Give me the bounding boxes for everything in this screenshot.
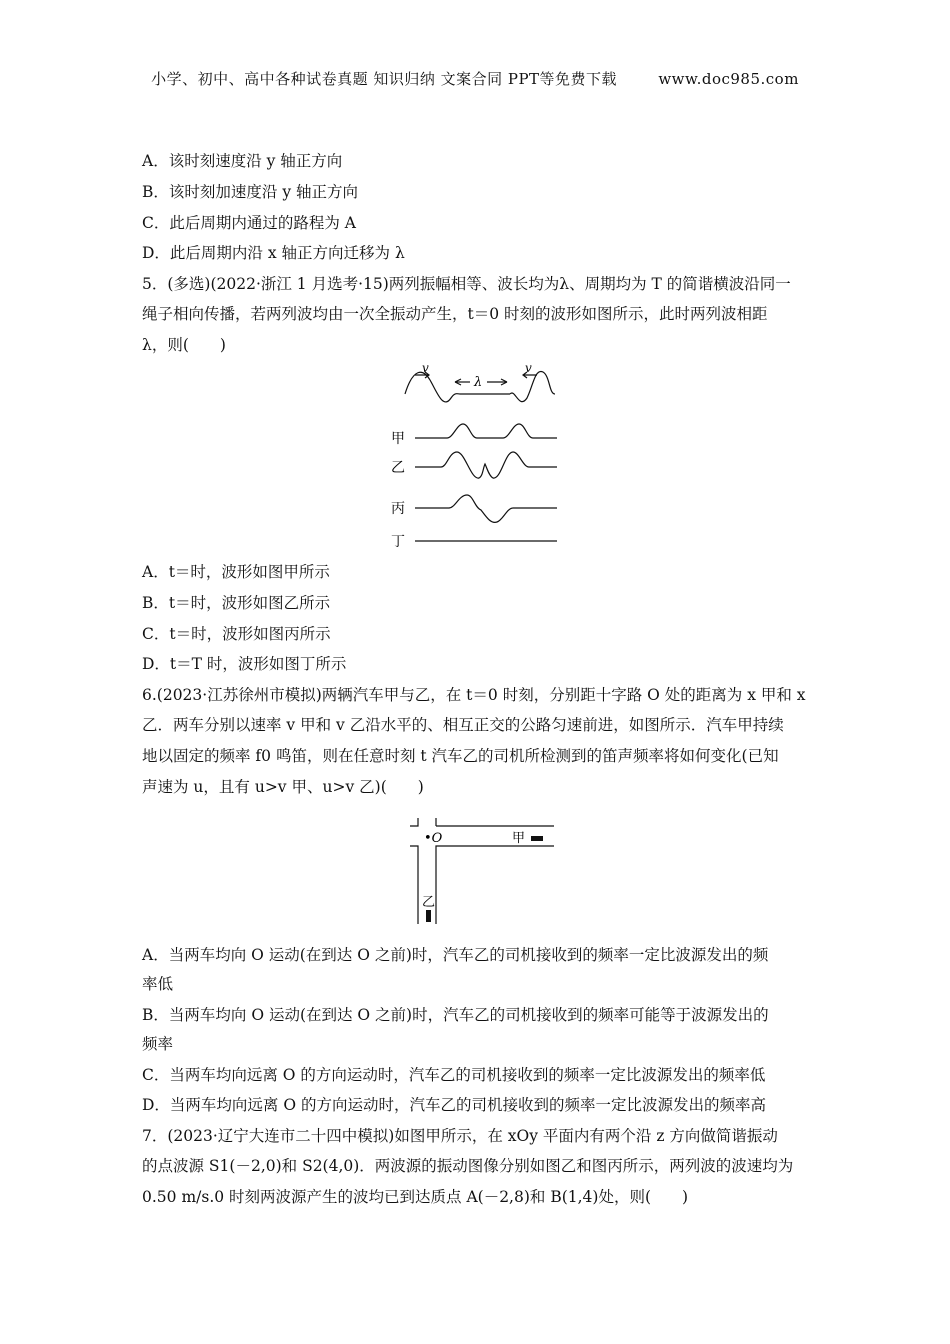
q6-option-a-line2: 率低 — [142, 975, 174, 993]
q5-fig-label-bing: 丙 — [391, 501, 405, 517]
q6-car-jia — [531, 836, 543, 841]
q6-road-inner — [436, 846, 554, 924]
page-header — [0, 68, 950, 89]
q5-wave-yi — [415, 452, 557, 478]
q5-stem-line3: λ，则( ) — [142, 336, 226, 354]
header-site-link[interactable]: www.doc985.com — [658, 70, 799, 88]
q5-fig-lambda: λ — [474, 375, 483, 390]
q5-stem-line1: 5．(多选)(2022·浙江 1 月选考·15)两列振幅相等、波长均为λ、周期均为 T 的简谐横波沿同一 — [142, 275, 791, 293]
q6-option-b-line1: B．当两车均向 O 运动(在到达 O 之前)时，汽车乙的司机接收到的频率可能等于波源发出的 — [142, 1006, 769, 1024]
q5-stem-line2: 绳子相向传播，若两列波均由一次全振动产生，t＝0 时刻的波形如图所示，此时两列波相距 — [142, 305, 768, 323]
q4-option-a: A．该时刻速度沿 y 轴正方向 — [142, 152, 343, 170]
q5-option-d: D．t＝T 时，波形如图丁所示 — [142, 655, 347, 673]
q6-option-a-line1: A．当两车均向 O 运动(在到达 O 之前)时，汽车乙的司机接收到的频率一定比波源发出的频 — [142, 946, 769, 964]
q4-option-c: C．此后周期内通过的路程为 A — [142, 214, 356, 232]
q5-wave-figure — [385, 358, 570, 558]
q5-fig-v-left: v — [422, 361, 429, 375]
q5-option-b: B．t＝时，波形如图乙所示 — [142, 594, 331, 612]
q6-stem-line1: 6.(2023·江苏徐州市模拟)两辆汽车甲与乙，在 t＝0 时刻，分别距十字路 O 处的距离为 x 甲和 x — [142, 686, 806, 704]
header-text: 小学、初中、高中各种试卷真题 知识归纳 文案合同 PPT等免费下载 — [151, 70, 618, 88]
q6-car-yi-label: 乙 — [422, 895, 436, 910]
q6-option-d: D．当两车均向远离 O 的方向运动时，汽车乙的司机接收到的频率一定比波源发出的频率高 — [142, 1096, 766, 1114]
q6-car-yi — [426, 910, 431, 922]
q5-fig-label-jia: 甲 — [391, 431, 405, 447]
q4-option-b: B．该时刻加速度沿 y 轴正方向 — [142, 183, 359, 201]
q5-fig-v-right: v — [525, 361, 532, 375]
q6-option-b-line2: 频率 — [142, 1035, 174, 1053]
q7-stem-line2: 的点波源 S1(－2,0)和 S2(4,0)．两波源的振动图像分别如图乙和图丙所示，两列波的波速均为 — [142, 1157, 794, 1175]
q5-fig-label-yi: 乙 — [391, 460, 405, 476]
q5-option-a: A．t＝时，波形如图甲所示 — [142, 563, 330, 581]
q4-option-d: D．此后周期内沿 x 轴正方向迁移为 λ — [142, 244, 405, 262]
q6-crossroad-figure — [402, 818, 562, 930]
q6-origin-label: •O — [424, 831, 443, 846]
q5-top-left-wave — [405, 372, 460, 402]
q5-fig-label-ding: 丁 — [391, 534, 405, 550]
q6-stem-line4: 声速为 u，且有 u>v 甲、u>v 乙)( ) — [142, 778, 424, 796]
q5-option-c: C．t＝时，波形如图丙所示 — [142, 625, 331, 643]
q5-wave-jia — [415, 424, 557, 438]
q6-road-top-left — [410, 818, 418, 826]
q7-stem-line3: 0.50 m/s.0 时刻两波源产生的波均已到达质点 A(－2,8)和 B(1,4)处，则( ) — [142, 1188, 689, 1206]
q7-stem-line1: 7．(2023·辽宁大连市二十四中模拟)如图甲所示，在 xOy 平面内有两个沿 z 方向做简谐振动 — [142, 1127, 778, 1145]
q6-road-left — [410, 846, 418, 924]
q6-car-jia-label: 甲 — [512, 831, 526, 846]
q6-stem-line2: 乙．两车分别以速率 v 甲和 v 乙沿水平的、相互正交的公路匀速前进，如图所示．汽车甲持续 — [142, 716, 784, 734]
q6-stem-line3: 地以固定的频率 f0 鸣笛，则在任意时刻 t 汽车乙的司机所检测到的笛声频率将如何变化(已知 — [142, 747, 779, 765]
q5-top-right-wave — [510, 371, 555, 401]
q6-option-c: C．当两车均向远离 O 的方向运动时，汽车乙的司机接收到的频率一定比波源发出的频率低 — [142, 1066, 766, 1084]
q6-road-top — [436, 818, 554, 826]
q5-wave-bing — [415, 495, 557, 522]
